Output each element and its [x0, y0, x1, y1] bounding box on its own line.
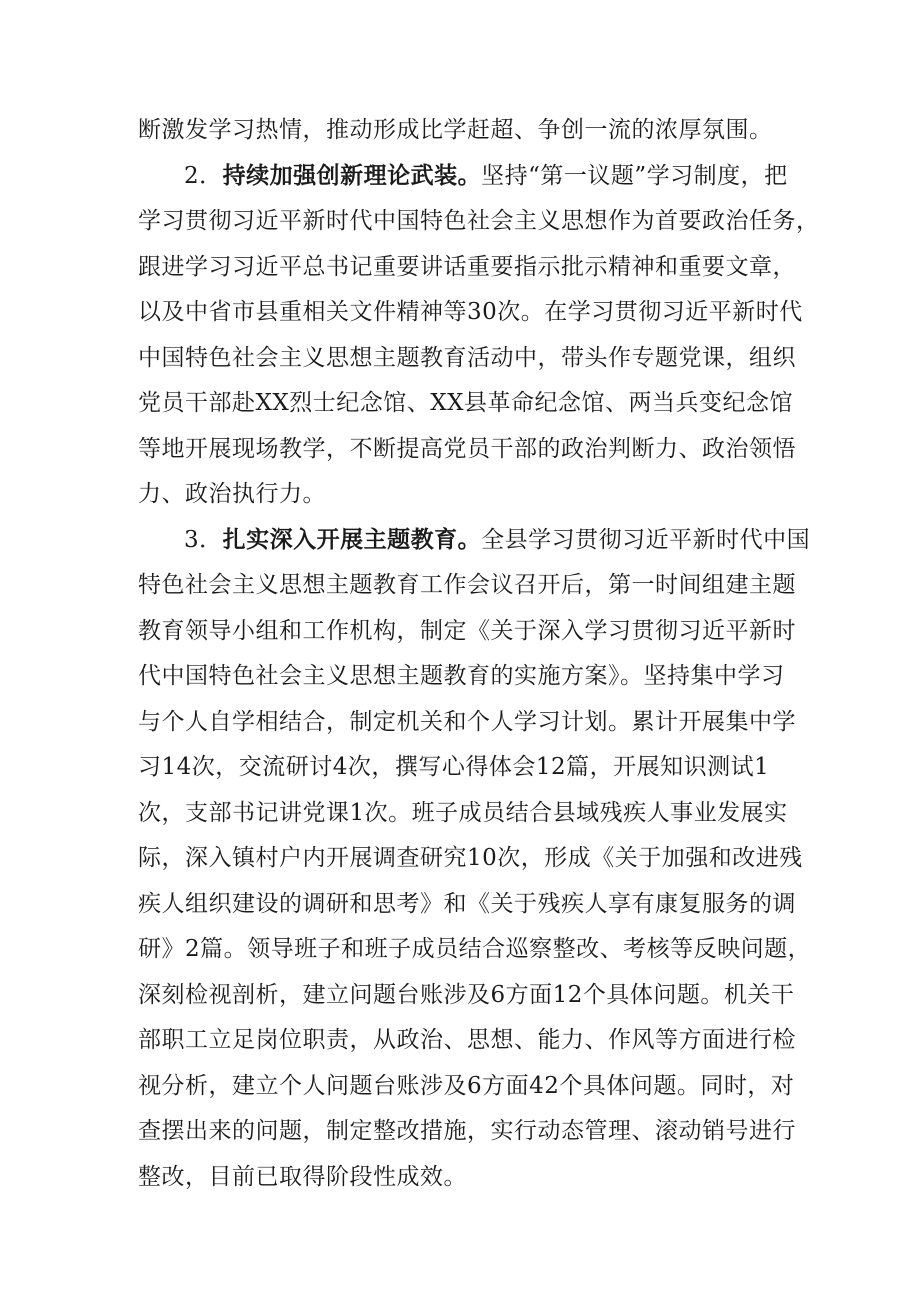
item-3-line-6: 习14次，交流研讨4次，撰写心得体会12篇，开展知识测试1 — [138, 754, 770, 780]
item-3-number: 3． — [184, 526, 223, 553]
item-3-line-15: 整改，目前已取得阶段性成效。 — [138, 1163, 467, 1190]
item-3-line-11: 深刻检视剖析，建立问题台账涉及6方面12个具体问题。机关干 — [138, 981, 795, 1008]
item-3-rest: 全县学习贯彻习近平新时代中国 — [481, 526, 811, 553]
item-2-heading: 持续加强创新理论武装。 — [222, 162, 482, 189]
item-3-line-5: 与个人自学相结合，制定机关和个人学习计划。累计开展集中学 — [138, 708, 796, 735]
item-2-line-3: 跟进学习习近平总书记重要讲话重要指示批示精神和重要文章， — [138, 253, 796, 280]
item-2-number: 2． — [184, 162, 223, 189]
item-2-line-7: 等地开展现场教学，不断提高党员干部的政治判断力、政治领悟 — [138, 435, 796, 462]
paragraph-1-line-1: 断激发学习热情，推动形成比学赶超、争创一流的浓厚氛围。 — [138, 117, 773, 143]
item-3-line-8: 际，深入镇村户内开展调查研究10次，形成《关于加强和改进残 — [138, 845, 803, 871]
item-2-line-5: 中国特色社会主义思想主题教育活动中，带头作专题党课，组织 — [138, 344, 796, 371]
item-3-line-2: 特色社会主义思想主题教育工作会议召开后，第一时间组建主题 — [138, 572, 796, 598]
item-2-first-line — [138, 154, 798, 200]
document-body — [138, 108, 820, 1200]
item-3-line-4: 代中国特色社会主义思想主题教育的实施方案》。坚持集中学习 — [138, 663, 785, 689]
item-2-line-8: 力、政治执行力。 — [138, 481, 326, 507]
item-3-line-13: 视分析，建立个人问题台账涉及6方面42个具体问题。同时，对 — [138, 1072, 795, 1099]
item-3-heading: 扎实深入开展主题教育。 — [222, 526, 482, 553]
item-3-line-3: 教育领导小组和工作机构，制定《关于深入学习贯彻习近平新时 — [138, 617, 796, 644]
item-2-line-6: 党员干部赴XX烈士纪念馆、XX县革命纪念馆、两当兵变纪念馆 — [138, 390, 793, 416]
item-2-line-4: 以及中省市县重相关文件精神等30次。在学习贯彻习近平新时代 — [138, 299, 803, 325]
item-2-line-2: 学习贯彻习近平新时代中国特色社会主义思想作为首要政治任务， — [138, 208, 820, 234]
item-3-line-7: 次，支部书记讲党课1次。班子成员结合县域残疾人事业发展实 — [138, 799, 788, 826]
item-3-line-14: 查摆出来的问题，制定整改措施，实行动态管理、滚动销号进行 — [138, 1118, 796, 1144]
item-3-first-line — [138, 518, 811, 564]
item-3-line-10: 研》2篇。领导班子和班子成员结合巡察整改、考核等反映问题， — [138, 936, 812, 962]
item-2-rest: 坚持“第一议题”学习制度，把 — [481, 162, 788, 189]
item-3-line-9: 疾人组织建设的调研和思考》和《关于残疾人享有康复服务的调 — [138, 890, 796, 917]
item-3-line-12: 部职工立足岗位职责，从政治、思想、能力、作风等方面进行检 — [138, 1027, 796, 1053]
